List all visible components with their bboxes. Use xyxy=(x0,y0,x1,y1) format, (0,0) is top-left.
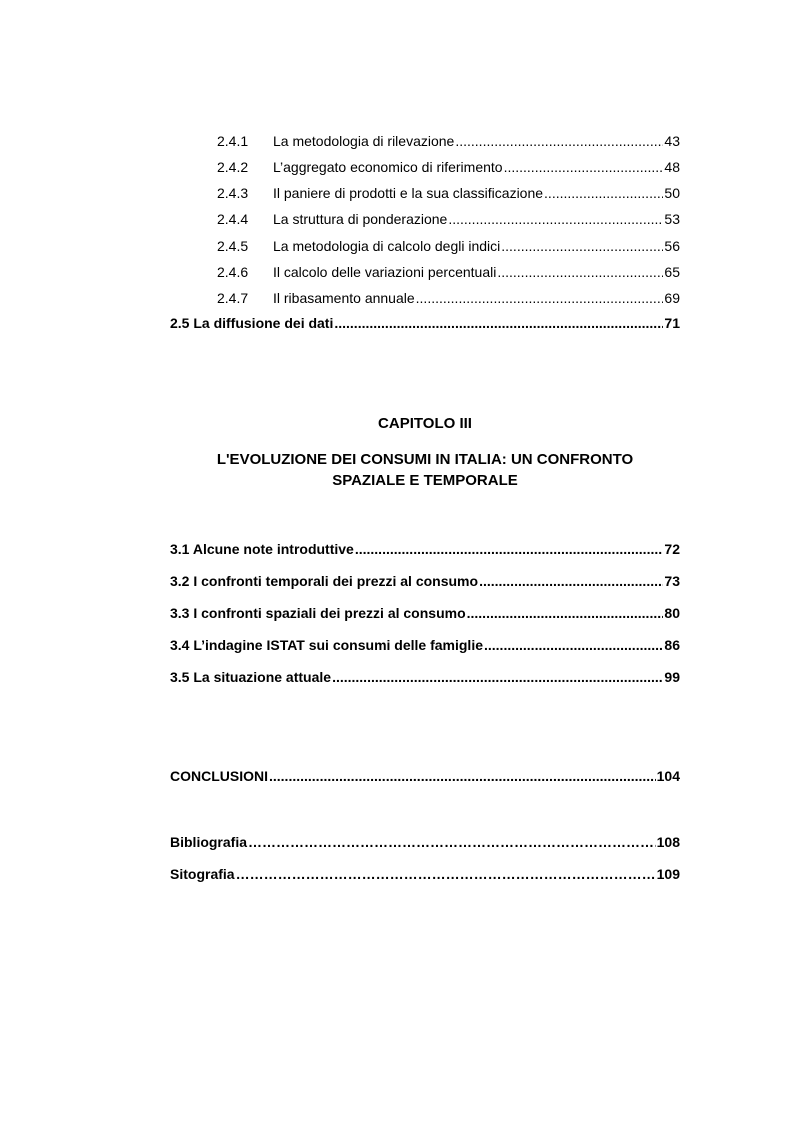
entry-title: 3.3 I confronti spaziali dei prezzi al consumo xyxy=(170,605,466,621)
entry-page: 80 xyxy=(664,605,680,621)
entry-number: 2.4.7 xyxy=(217,290,249,306)
toc-entry-2-4-7 xyxy=(217,289,680,307)
entry-page: 53 xyxy=(664,211,680,227)
toc-entry-2-4-3 xyxy=(217,184,680,202)
toc-entry-2-4-1 xyxy=(217,132,680,150)
entry-title: Sitografia xyxy=(170,866,235,882)
entry-page: 69 xyxy=(664,290,680,306)
entry-page: 109 xyxy=(656,866,680,882)
entry-number: 2.4.6 xyxy=(217,264,249,280)
entry-page: 108 xyxy=(656,834,680,850)
entry-title: L’aggregato economico di riferimento xyxy=(273,159,503,175)
entry-number: 2.4.4 xyxy=(217,211,249,227)
toc-entry-3-5 xyxy=(170,668,680,686)
toc-entry-3-4 xyxy=(170,636,680,654)
toc-entry-3-1 xyxy=(170,540,680,558)
dot-leader xyxy=(236,865,656,883)
entry-title: 3.1 Alcune note introduttive xyxy=(170,541,354,557)
toc-entry-bibliografia xyxy=(170,833,680,851)
dot-leader xyxy=(479,572,663,590)
toc-entry-2-4-4 xyxy=(217,210,680,228)
entry-page: 48 xyxy=(664,159,680,175)
entry-number: 2.4.5 xyxy=(217,238,249,254)
toc-entry-conclusioni xyxy=(170,767,680,785)
entry-page: 71 xyxy=(664,315,680,331)
entry-title: Il ribasamento annuale xyxy=(273,290,415,306)
dot-leader xyxy=(497,263,663,281)
dot-leader xyxy=(467,604,664,622)
dot-leader xyxy=(332,668,663,686)
entry-title: Bibliografia xyxy=(170,834,248,850)
dot-leader xyxy=(248,833,656,851)
toc-entry-2-5 xyxy=(170,314,680,332)
dot-leader xyxy=(455,132,663,150)
entry-title: 3.2 I confronti temporali dei prezzi al consumo xyxy=(170,573,479,589)
toc-entry-2-4-5 xyxy=(217,237,680,255)
toc-entry-2-4-2 xyxy=(217,158,680,176)
entry-page: 73 xyxy=(664,573,680,589)
entry-title: Il calcolo delle variazioni percentuali xyxy=(273,264,497,280)
toc-entry-3-2 xyxy=(170,572,680,590)
toc-entry-3-3 xyxy=(170,604,680,622)
dot-leader xyxy=(416,289,664,307)
entry-page: 86 xyxy=(664,637,680,653)
entry-title: 3.4 L’indagine ISTAT sui consumi delle famiglie xyxy=(170,637,483,653)
dot-leader xyxy=(501,237,663,255)
chapter-label: CAPITOLO III xyxy=(378,415,472,432)
entry-number: 2.4.3 xyxy=(217,185,249,201)
entry-page: 104 xyxy=(656,768,680,784)
entry-page: 65 xyxy=(664,264,680,280)
dot-leader xyxy=(355,540,664,558)
entry-page: 43 xyxy=(664,133,680,149)
entry-title: La metodologia di rilevazione xyxy=(273,133,455,149)
entry-number: 2.4.1 xyxy=(217,133,249,149)
dot-leader xyxy=(269,767,656,785)
entry-page: 72 xyxy=(664,541,680,557)
dot-leader xyxy=(504,158,664,176)
entry-number: 2.4.2 xyxy=(217,159,249,175)
entry-title: 3.5 La situazione attuale xyxy=(170,669,332,685)
toc-entry-sitografia xyxy=(170,865,680,883)
chapter-title-line-1: L'EVOLUZIONE DEI CONSUMI IN ITALIA: UN CONFRONTO xyxy=(216,451,634,468)
entry-page: 50 xyxy=(664,185,680,201)
entry-title: La metodologia di calcolo degli indici xyxy=(273,238,501,254)
dot-leader xyxy=(484,636,663,654)
entry-title: Il paniere di prodotti e la sua classificazione xyxy=(273,185,544,201)
dot-leader xyxy=(334,314,663,332)
entry-page: 99 xyxy=(664,669,680,685)
chapter-title-line-2: SPAZIALE E TEMPORALE xyxy=(332,472,518,489)
entry-title: CONCLUSIONI xyxy=(170,768,268,784)
entry-title: 2.5 La diffusione dei dati xyxy=(170,315,334,331)
toc-entry-2-4-6 xyxy=(217,263,680,281)
dot-leader xyxy=(544,184,663,202)
entry-page: 56 xyxy=(664,238,680,254)
entry-title: La struttura di ponderazione xyxy=(273,211,448,227)
dot-leader xyxy=(448,210,663,228)
